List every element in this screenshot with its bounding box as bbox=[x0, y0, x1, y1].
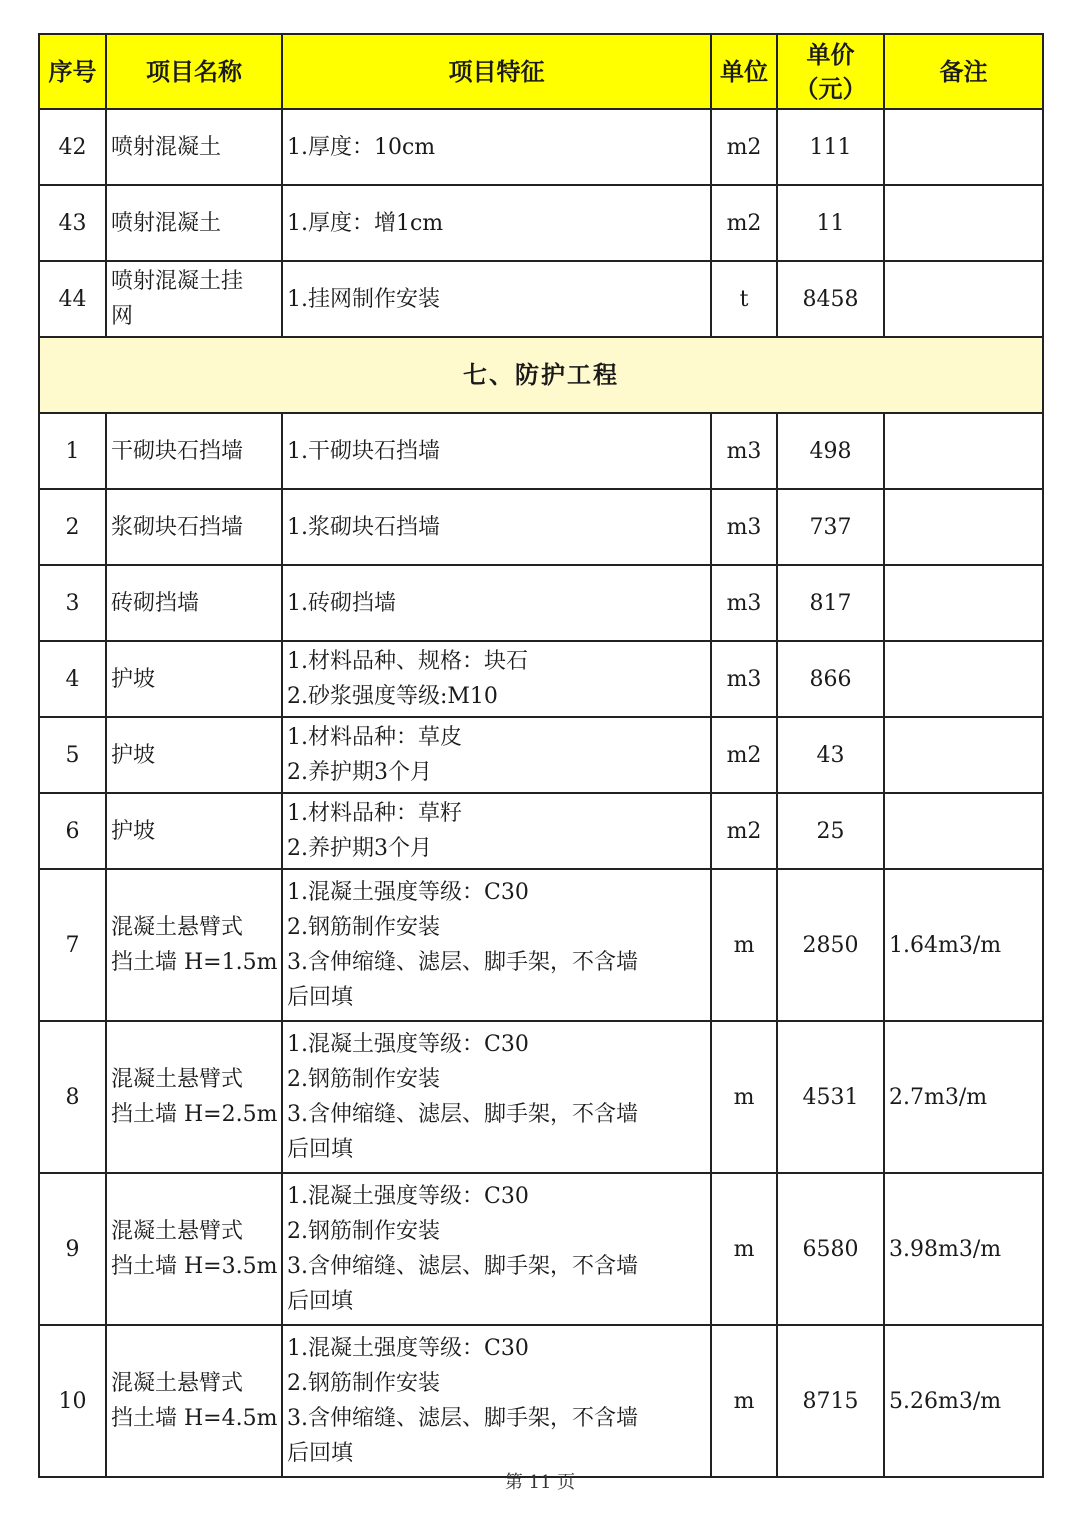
name-line: 喷射混凝土挂 bbox=[111, 269, 244, 294]
cell-no: 7 bbox=[39, 869, 106, 1021]
cell-price: 25 bbox=[777, 793, 884, 869]
table-row bbox=[39, 641, 1043, 717]
table-row bbox=[39, 1173, 1043, 1325]
table-body-top bbox=[39, 109, 1043, 337]
cell-no: 44 bbox=[39, 261, 106, 337]
cell-feature bbox=[282, 489, 711, 565]
feature-line: 1.厚度：10cm bbox=[287, 134, 436, 160]
table-row bbox=[39, 1021, 1043, 1173]
name-line: 网 bbox=[111, 304, 134, 329]
cell-unit: m bbox=[711, 869, 777, 1021]
name-line: 挡土墙 H=3.5m bbox=[111, 1254, 278, 1279]
name-line: 挡土墙 H=4.5m bbox=[111, 1406, 278, 1431]
feature-line: 1.混凝土强度等级：C30 bbox=[287, 880, 529, 905]
section-title: 七、防护工程 bbox=[39, 337, 1043, 413]
feature-line: 1.混凝土强度等级：C30 bbox=[287, 1336, 529, 1361]
name-line: 护坡 bbox=[111, 742, 156, 768]
table-header bbox=[39, 34, 1043, 109]
cell-price: 2850 bbox=[777, 869, 884, 1021]
table-row bbox=[39, 185, 1043, 261]
name-line: 混凝土悬臂式 bbox=[111, 1371, 244, 1396]
cell-name bbox=[106, 185, 282, 261]
cell-remark bbox=[884, 413, 1043, 489]
table-row bbox=[39, 869, 1043, 1021]
cell-feature bbox=[282, 1021, 711, 1173]
cell-unit: m3 bbox=[711, 565, 777, 641]
cell-no: 4 bbox=[39, 641, 106, 717]
page-number: 第 11 页 bbox=[504, 1472, 576, 1493]
name-line: 混凝土悬臂式 bbox=[111, 915, 244, 940]
cell-name bbox=[106, 109, 282, 185]
cell-price: 11 bbox=[777, 185, 884, 261]
feature-line: 1.混凝土强度等级：C30 bbox=[287, 1032, 529, 1057]
cell-remark bbox=[884, 261, 1043, 337]
table-body-bottom bbox=[39, 413, 1043, 1477]
cell-name bbox=[106, 489, 282, 565]
cell-unit: m bbox=[711, 1021, 777, 1173]
cell-no: 6 bbox=[39, 793, 106, 869]
cell-remark: 1.64m3/m bbox=[884, 869, 1043, 1021]
cell-no: 1 bbox=[39, 413, 106, 489]
feature-line: 1.材料品种：草籽 bbox=[287, 801, 462, 826]
table-row bbox=[39, 565, 1043, 641]
cell-unit: m bbox=[711, 1325, 777, 1477]
cell-feature bbox=[282, 185, 711, 261]
cell-name bbox=[106, 1173, 282, 1325]
feature-line: 2.钢筋制作安装 bbox=[287, 1371, 440, 1396]
cell-no: 8 bbox=[39, 1021, 106, 1173]
feature-line: 3.含伸缩缝、滤层、脚手架，不含墙 bbox=[287, 1102, 638, 1127]
cell-name bbox=[106, 1325, 282, 1477]
cell-feature bbox=[282, 413, 711, 489]
feature-line: 3.含伸缩缝、滤层、脚手架，不含墙 bbox=[287, 1406, 638, 1431]
cell-no: 2 bbox=[39, 489, 106, 565]
name-line: 护坡 bbox=[111, 666, 156, 692]
cell-unit: m2 bbox=[711, 185, 777, 261]
cell-no: 42 bbox=[39, 109, 106, 185]
feature-line: 后回填 bbox=[287, 1441, 354, 1466]
table-row bbox=[39, 793, 1043, 869]
cell-feature bbox=[282, 793, 711, 869]
cell-price: 498 bbox=[777, 413, 884, 489]
feature-line: 2.钢筋制作安装 bbox=[287, 1219, 440, 1244]
feature-line: 1.材料品种：草皮 bbox=[287, 725, 462, 750]
feature-line: 2.养护期3个月 bbox=[287, 836, 432, 861]
cell-remark bbox=[884, 489, 1043, 565]
feature-line: 3.含伸缩缝、滤层、脚手架，不含墙 bbox=[287, 1254, 638, 1279]
cell-name bbox=[106, 261, 282, 337]
cell-price: 8715 bbox=[777, 1325, 884, 1477]
cell-no: 3 bbox=[39, 565, 106, 641]
price-table bbox=[38, 33, 1044, 1478]
name-line: 混凝土悬臂式 bbox=[111, 1067, 244, 1092]
cell-name bbox=[106, 413, 282, 489]
cell-no: 5 bbox=[39, 717, 106, 793]
cell-price: 111 bbox=[777, 109, 884, 185]
cell-unit: m2 bbox=[711, 717, 777, 793]
name-line: 干砌块石挡墙 bbox=[111, 438, 244, 464]
cell-unit: m3 bbox=[711, 489, 777, 565]
feature-line: 1.材料品种、规格：块石 bbox=[287, 649, 528, 674]
name-line: 挡土墙 H=1.5m bbox=[111, 950, 278, 975]
cell-name bbox=[106, 565, 282, 641]
cell-price: 866 bbox=[777, 641, 884, 717]
cell-price: 4531 bbox=[777, 1021, 884, 1173]
feature-line: 3.含伸缩缝、滤层、脚手架，不含墙 bbox=[287, 950, 638, 975]
table-row bbox=[39, 109, 1043, 185]
feature-line: 2.养护期3个月 bbox=[287, 760, 432, 785]
table-row bbox=[39, 261, 1043, 337]
cell-remark: 5.26m3/m bbox=[884, 1325, 1043, 1477]
feature-line: 1.砖砌挡墙 bbox=[287, 590, 396, 616]
cell-feature bbox=[282, 109, 711, 185]
cell-unit: m2 bbox=[711, 793, 777, 869]
header-remark: 备注 bbox=[884, 34, 1043, 109]
feature-line: 1.干砌块石挡墙 bbox=[287, 438, 440, 464]
cell-feature bbox=[282, 261, 711, 337]
cell-unit: m3 bbox=[711, 641, 777, 717]
table-row bbox=[39, 717, 1043, 793]
header-name: 项目名称 bbox=[106, 34, 282, 109]
cell-no: 10 bbox=[39, 1325, 106, 1477]
header-price-line2: （元） bbox=[794, 74, 867, 103]
table-row bbox=[39, 489, 1043, 565]
feature-line: 1.挂网制作安装 bbox=[287, 286, 440, 312]
cell-feature bbox=[282, 869, 711, 1021]
cell-unit: m2 bbox=[711, 109, 777, 185]
feature-line: 后回填 bbox=[287, 1137, 354, 1162]
cell-remark bbox=[884, 185, 1043, 261]
cell-no: 9 bbox=[39, 1173, 106, 1325]
cell-name bbox=[106, 717, 282, 793]
cell-unit: m bbox=[711, 1173, 777, 1325]
header-price-line1: 单价 bbox=[806, 40, 855, 69]
feature-line: 1.厚度：增1cm bbox=[287, 210, 444, 236]
cell-name bbox=[106, 641, 282, 717]
section-body bbox=[39, 337, 1043, 413]
cell-unit: t bbox=[711, 261, 777, 337]
cell-price: 43 bbox=[777, 717, 884, 793]
feature-line: 2.钢筋制作安装 bbox=[287, 915, 440, 940]
cell-feature bbox=[282, 1173, 711, 1325]
cell-remark bbox=[884, 793, 1043, 869]
cell-price: 6580 bbox=[777, 1173, 884, 1325]
name-line: 浆砌块石挡墙 bbox=[111, 514, 244, 540]
cell-feature bbox=[282, 1325, 711, 1477]
header-unit: 单位 bbox=[711, 34, 777, 109]
feature-line: 2.砂浆强度等级:M10 bbox=[287, 684, 498, 709]
feature-line: 后回填 bbox=[287, 1289, 354, 1314]
feature-line: 1.浆砌块石挡墙 bbox=[287, 514, 440, 540]
name-line: 挡土墙 H=2.5m bbox=[111, 1102, 278, 1127]
cell-remark bbox=[884, 109, 1043, 185]
header-price bbox=[777, 34, 884, 109]
feature-line: 1.混凝土强度等级：C30 bbox=[287, 1184, 529, 1209]
section-row bbox=[39, 337, 1043, 413]
name-line: 护坡 bbox=[111, 818, 156, 844]
cell-feature bbox=[282, 717, 711, 793]
cell-unit: m3 bbox=[711, 413, 777, 489]
cell-feature bbox=[282, 641, 711, 717]
cell-name bbox=[106, 869, 282, 1021]
cell-no: 43 bbox=[39, 185, 106, 261]
feature-line: 2.钢筋制作安装 bbox=[287, 1067, 440, 1092]
cell-feature bbox=[282, 565, 711, 641]
header-feature: 项目特征 bbox=[282, 34, 711, 109]
cell-name bbox=[106, 793, 282, 869]
name-line: 混凝土悬臂式 bbox=[111, 1219, 244, 1244]
header-no: 序号 bbox=[39, 34, 106, 109]
name-line: 砖砌挡墙 bbox=[111, 590, 200, 616]
table-row bbox=[39, 1325, 1043, 1477]
cell-price: 737 bbox=[777, 489, 884, 565]
cell-name bbox=[106, 1021, 282, 1173]
cell-remark: 3.98m3/m bbox=[884, 1173, 1043, 1325]
table-row bbox=[39, 413, 1043, 489]
feature-line: 后回填 bbox=[287, 985, 354, 1010]
cell-price: 817 bbox=[777, 565, 884, 641]
cell-remark bbox=[884, 565, 1043, 641]
cell-remark bbox=[884, 641, 1043, 717]
cell-price: 8458 bbox=[777, 261, 884, 337]
name-line: 喷射混凝土 bbox=[111, 134, 222, 160]
name-line: 喷射混凝土 bbox=[111, 210, 222, 236]
cell-remark: 2.7m3/m bbox=[884, 1021, 1043, 1173]
cell-remark bbox=[884, 717, 1043, 793]
